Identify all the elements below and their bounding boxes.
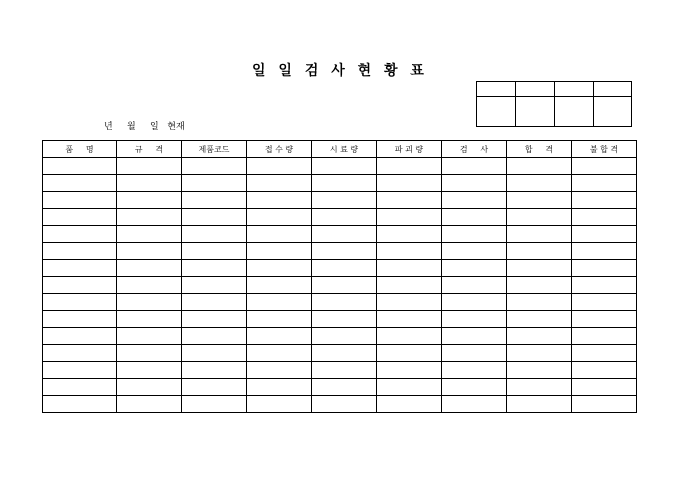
table-cell <box>182 345 247 362</box>
table-cell <box>507 277 572 294</box>
table-cell <box>377 260 442 277</box>
table-cell <box>117 396 182 413</box>
date-line: 년 월 일 현재 <box>104 122 185 132</box>
table-cell <box>312 396 377 413</box>
table-cell <box>377 277 442 294</box>
table-cell <box>572 226 637 243</box>
table-cell <box>43 192 117 209</box>
approval-cell <box>555 82 594 97</box>
table-cell <box>117 226 182 243</box>
column-header-product-code: 제품코드 <box>182 141 247 158</box>
table-row <box>43 328 637 345</box>
table-cell <box>247 209 312 226</box>
table-row <box>43 277 637 294</box>
table-cell <box>43 311 117 328</box>
table-cell <box>572 396 637 413</box>
table-header-row <box>43 141 637 158</box>
table-cell <box>377 209 442 226</box>
table-cell <box>182 226 247 243</box>
inspection-table <box>42 140 637 413</box>
table-row <box>43 294 637 311</box>
table-cell <box>442 362 507 379</box>
table-cell <box>442 192 507 209</box>
table-cell <box>247 175 312 192</box>
table-cell <box>182 243 247 260</box>
table-cell <box>247 345 312 362</box>
table-cell <box>117 294 182 311</box>
table-cell <box>507 294 572 311</box>
approval-cell <box>516 82 555 97</box>
table-cell <box>247 277 312 294</box>
table-cell <box>312 209 377 226</box>
table-cell <box>507 192 572 209</box>
table-row <box>43 396 637 413</box>
table-cell <box>442 209 507 226</box>
table-cell <box>442 277 507 294</box>
table-body <box>43 158 637 413</box>
table-cell <box>43 158 117 175</box>
table-cell <box>43 175 117 192</box>
table-cell <box>312 243 377 260</box>
approval-cell <box>477 82 516 97</box>
table-cell <box>377 362 442 379</box>
table-cell <box>182 209 247 226</box>
table-cell <box>43 328 117 345</box>
table-cell <box>377 294 442 311</box>
table-cell <box>572 328 637 345</box>
table-cell <box>442 345 507 362</box>
table-cell <box>117 328 182 345</box>
column-header-fail: 불 합 격 <box>572 141 637 158</box>
table-cell <box>377 396 442 413</box>
table-cell <box>377 158 442 175</box>
table-cell <box>507 243 572 260</box>
table-cell <box>442 379 507 396</box>
approval-cell <box>516 97 555 127</box>
table-cell <box>377 175 442 192</box>
table-cell <box>43 345 117 362</box>
table-cell <box>312 175 377 192</box>
table-cell <box>117 209 182 226</box>
table-cell <box>182 294 247 311</box>
table-cell <box>117 192 182 209</box>
table-row <box>43 311 637 328</box>
page-title: 일 일 검 사 현 황 표 <box>252 63 428 79</box>
approval-cell <box>594 82 632 97</box>
table-cell <box>43 260 117 277</box>
table-cell <box>507 260 572 277</box>
table-row <box>43 192 637 209</box>
table-cell <box>572 175 637 192</box>
column-header-pass: 합 격 <box>507 141 572 158</box>
approval-cell <box>477 97 516 127</box>
table-cell <box>117 379 182 396</box>
table-cell <box>247 362 312 379</box>
table-cell <box>247 379 312 396</box>
table-cell <box>572 243 637 260</box>
table-cell <box>117 311 182 328</box>
table-cell <box>507 379 572 396</box>
column-header-destroyed-qty: 파 괴 량 <box>377 141 442 158</box>
table-cell <box>43 362 117 379</box>
table-cell <box>377 192 442 209</box>
table-cell <box>442 243 507 260</box>
table-cell <box>312 311 377 328</box>
table-cell <box>247 260 312 277</box>
table-cell <box>442 311 507 328</box>
table-cell <box>43 209 117 226</box>
table-cell <box>312 345 377 362</box>
table-cell <box>312 260 377 277</box>
table-row <box>43 260 637 277</box>
table-cell <box>117 260 182 277</box>
table-cell <box>247 158 312 175</box>
table-cell <box>507 158 572 175</box>
approval-cell <box>594 97 632 127</box>
table-cell <box>43 294 117 311</box>
table-cell <box>572 311 637 328</box>
table-cell <box>507 328 572 345</box>
table-cell <box>247 294 312 311</box>
approval-box <box>476 81 632 127</box>
table-cell <box>442 294 507 311</box>
table-cell <box>182 396 247 413</box>
table-cell <box>182 260 247 277</box>
table-cell <box>507 226 572 243</box>
table-cell <box>117 362 182 379</box>
table-cell <box>182 175 247 192</box>
table-cell <box>312 158 377 175</box>
table-cell <box>247 328 312 345</box>
table-cell <box>572 362 637 379</box>
table-cell <box>377 226 442 243</box>
table-cell <box>312 226 377 243</box>
table-cell <box>507 311 572 328</box>
table-cell <box>507 209 572 226</box>
table-cell <box>182 158 247 175</box>
table-cell <box>182 362 247 379</box>
table-cell <box>117 277 182 294</box>
table-cell <box>43 226 117 243</box>
table-cell <box>247 311 312 328</box>
table-cell <box>507 362 572 379</box>
table-cell <box>43 243 117 260</box>
table-cell <box>377 328 442 345</box>
table-cell <box>572 379 637 396</box>
table-cell <box>442 175 507 192</box>
table-cell <box>572 345 637 362</box>
table-cell <box>377 243 442 260</box>
table-row <box>43 209 637 226</box>
table-cell <box>312 294 377 311</box>
table-cell <box>442 260 507 277</box>
table-row <box>43 226 637 243</box>
table-cell <box>43 396 117 413</box>
table-cell <box>182 311 247 328</box>
column-header-received-qty: 접 수 량 <box>247 141 312 158</box>
table-cell <box>572 294 637 311</box>
approval-cell <box>555 97 594 127</box>
table-cell <box>572 260 637 277</box>
table-cell <box>312 328 377 345</box>
table-cell <box>442 328 507 345</box>
table-cell <box>117 158 182 175</box>
table-cell <box>247 192 312 209</box>
table-cell <box>572 158 637 175</box>
column-header-product-name: 품 명 <box>43 141 117 158</box>
table-cell <box>507 345 572 362</box>
table-cell <box>247 243 312 260</box>
table-row <box>43 158 637 175</box>
table-row <box>43 243 637 260</box>
table-row <box>43 175 637 192</box>
table-cell <box>43 277 117 294</box>
column-header-inspection: 검 사 <box>442 141 507 158</box>
table-row <box>43 362 637 379</box>
table-cell <box>117 175 182 192</box>
table-cell <box>182 277 247 294</box>
table-cell <box>572 192 637 209</box>
table-cell <box>182 379 247 396</box>
table-cell <box>312 362 377 379</box>
table-cell <box>572 277 637 294</box>
table-cell <box>442 396 507 413</box>
table-cell <box>117 243 182 260</box>
table-cell <box>442 226 507 243</box>
table-cell <box>507 175 572 192</box>
table-cell <box>312 192 377 209</box>
table-cell <box>377 345 442 362</box>
table-cell <box>182 192 247 209</box>
table-cell <box>247 226 312 243</box>
table-cell <box>377 379 442 396</box>
table-cell <box>43 379 117 396</box>
table-cell <box>312 379 377 396</box>
table-row <box>43 345 637 362</box>
table-cell <box>312 277 377 294</box>
table-cell <box>377 311 442 328</box>
table-row <box>43 379 637 396</box>
table-cell <box>117 345 182 362</box>
table-cell <box>247 396 312 413</box>
table-cell <box>572 209 637 226</box>
column-header-spec: 규 격 <box>117 141 182 158</box>
column-header-sample-qty: 시 료 량 <box>312 141 377 158</box>
table-cell <box>507 396 572 413</box>
table-cell <box>182 328 247 345</box>
table-cell <box>442 158 507 175</box>
